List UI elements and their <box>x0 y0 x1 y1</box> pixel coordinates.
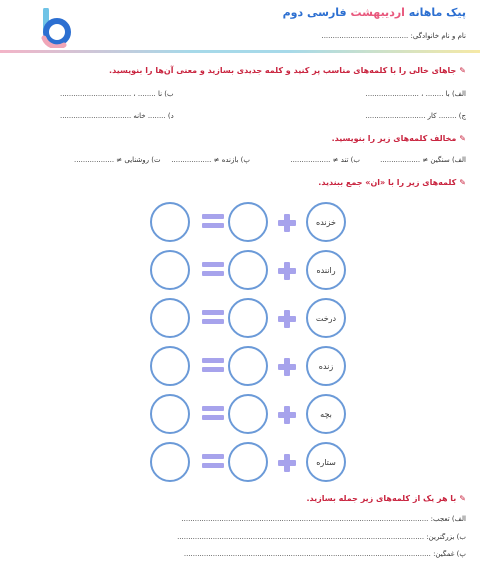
plus-icon <box>276 260 298 282</box>
suffix-circle[interactable] <box>228 394 268 434</box>
section1-line2-right: ج) ........ کار ........................... <box>365 112 466 120</box>
antonym-item-4: ت) روشنایی ≠ .................. <box>74 156 161 164</box>
title-prefix: پیک ماهانه <box>408 6 466 19</box>
title-suffix: فارسی دوم <box>282 6 347 19</box>
section2-heading <box>332 134 466 143</box>
answer-circle[interactable] <box>150 250 190 290</box>
suffix-circle[interactable] <box>228 346 268 386</box>
plus-icon <box>276 356 298 378</box>
word-circle: زنده <box>306 346 346 386</box>
title-month: اردیبهشت <box>350 6 405 19</box>
equals-icon <box>202 262 224 280</box>
suffix-circle[interactable] <box>228 298 268 338</box>
antonym-item-1: الف) سنگین ≠ .................. <box>380 156 466 164</box>
pencil-icon: ✎ <box>459 178 466 187</box>
suffix-circle[interactable] <box>228 250 268 290</box>
word-circle: خزنده <box>306 202 346 242</box>
answer-circle[interactable] <box>150 442 190 482</box>
answer-circle[interactable] <box>150 298 190 338</box>
plural-row <box>150 298 350 340</box>
answer-circle[interactable] <box>150 202 190 242</box>
pencil-icon: ✎ <box>459 134 466 143</box>
answer-circle[interactable] <box>150 346 190 386</box>
plus-icon <box>276 404 298 426</box>
plural-row <box>150 346 350 388</box>
sentence-line-1: الف) تعجب: ............................................................................................................... <box>181 515 466 523</box>
suffix-circle[interactable] <box>228 202 268 242</box>
student-name-line: نام و نام خانوادگی: ....................................... <box>321 32 466 40</box>
section1-line2-left: د) ........ خانه ................................ <box>60 112 174 120</box>
header-divider <box>0 50 480 53</box>
plural-row <box>150 394 350 436</box>
word-circle: درخت <box>306 298 346 338</box>
pencil-icon: ✎ <box>459 66 466 75</box>
plural-row <box>150 250 350 292</box>
logo-icon <box>40 8 72 48</box>
word-circle: ستاره <box>306 442 346 482</box>
page-title <box>283 6 466 19</box>
section1-heading <box>109 66 466 75</box>
antonym-item-3: پ) بازنده ≠ .................. <box>171 156 250 164</box>
antonym-item-2: ب) تند ≠ .................. <box>290 156 360 164</box>
equals-icon <box>202 406 224 424</box>
word-circle: بچه <box>306 394 346 434</box>
plus-icon <box>276 308 298 330</box>
sentence-line-3: پ) غمگین: ............................................................................................................... <box>183 550 466 558</box>
plural-row <box>150 202 350 244</box>
section3-heading-text: کلمه‌های زیر را با «ان» جمع ببندید. <box>318 178 457 187</box>
pencil-icon: ✎ <box>459 494 466 503</box>
equals-icon <box>202 454 224 472</box>
sentence-line-2: ب) بزرگترین: ............................................................................................................... <box>177 533 466 541</box>
section1-line1-left: ب) نا ........ ، ................................ <box>60 90 174 98</box>
plus-icon <box>276 452 298 474</box>
equals-icon <box>202 310 224 328</box>
section1-heading-text: جاهای خالی را با کلمه‌های مناسب پر کنید و کلمه جدیدی بسازید و معنی آن‌ها را بنویسید. <box>109 66 457 75</box>
section1-line1-right: الف) با ........ ، ........................ <box>365 90 466 98</box>
plus-icon <box>276 212 298 234</box>
equals-icon <box>202 358 224 376</box>
section2-heading-text: مخالف کلمه‌های زیر را بنویسید. <box>331 134 457 143</box>
section3-heading <box>318 178 466 187</box>
word-circle: راننده <box>306 250 346 290</box>
suffix-circle[interactable] <box>228 442 268 482</box>
section4-heading <box>306 494 466 503</box>
equals-icon <box>202 214 224 232</box>
plural-row <box>150 442 350 484</box>
answer-circle[interactable] <box>150 394 190 434</box>
section4-heading-text: با هر یک از کلمه‌های زیر جمله بسازید. <box>306 494 457 503</box>
